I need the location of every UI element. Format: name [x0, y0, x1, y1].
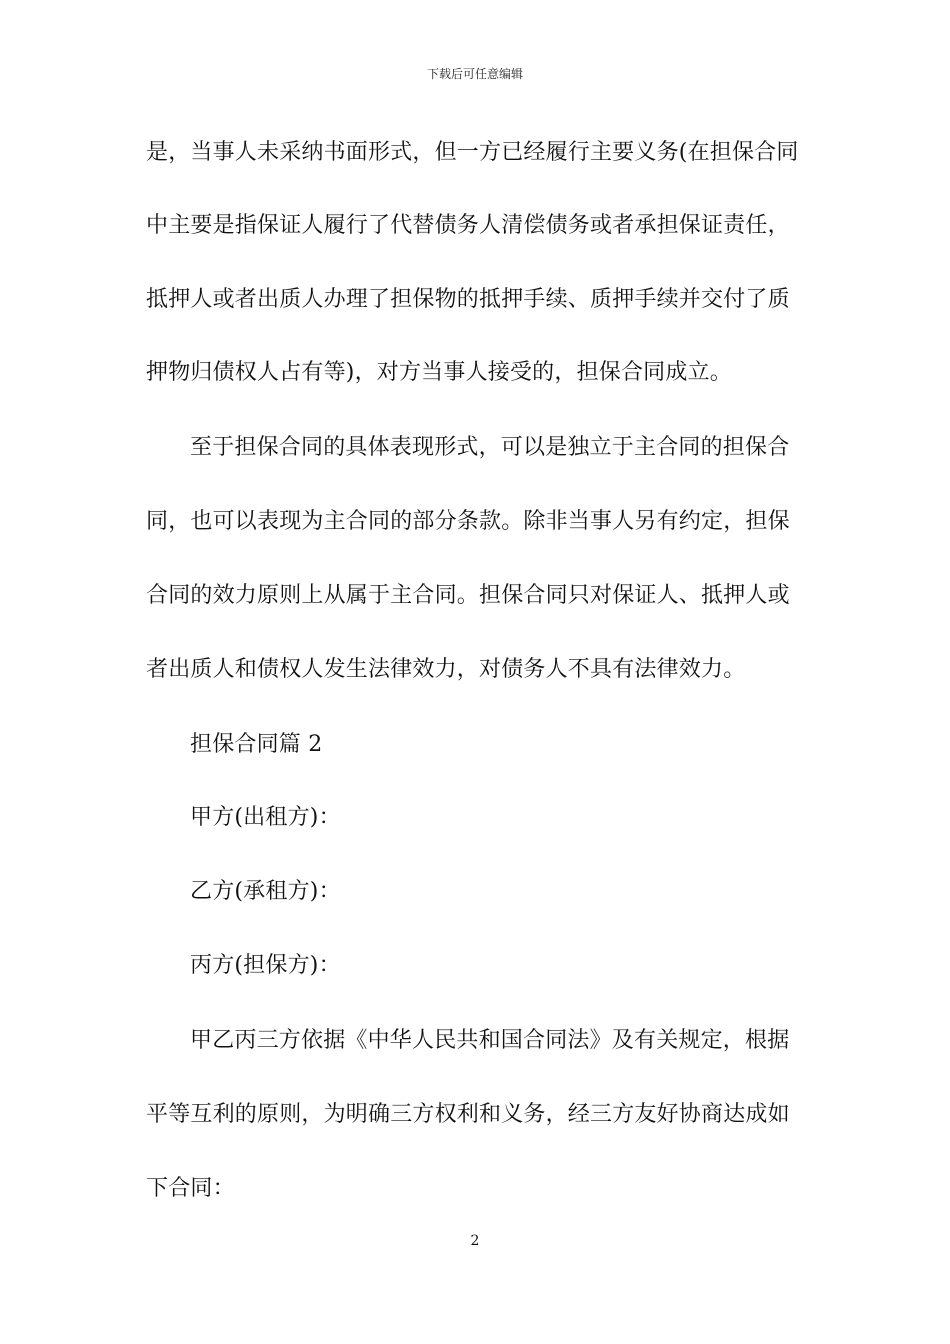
body-line-3: 抵押人或者出质人办理了担保物的抵押手续、质押手续并交付了质: [146, 287, 790, 312]
page-number: 2: [470, 1233, 480, 1249]
body-line-6: 同，也可以表现为主合同的部分条款。除非当事人另有约定，担保: [146, 509, 790, 534]
body-line-4: 押物归债权人占有等)，对方当事人接受的，担保合同成立。: [146, 360, 732, 385]
body-line-7: 合同的效力原则上从属于主合同。担保合同只对保证人、抵押人或: [146, 583, 790, 608]
body-line-15: 下合同：: [146, 1176, 235, 1201]
body-line-8: 者出质人和债权人发生法律效力，对债务人不具有法律效力。: [146, 657, 746, 682]
body-line-5: 至于担保合同的具体表现形式，可以是独立于主合同的担保合: [190, 435, 790, 460]
body-line-2: 中主要是指保证人履行了代替债务人清偿债务或者承担保证责任，: [146, 213, 790, 238]
body-line-1: 是，当事人未采纳书面形式，但一方已经履行主要义务(在担保合同: [146, 140, 799, 165]
party-b-line: 乙方(承租方)：: [190, 879, 341, 904]
party-c-line: 丙方(担保方)：: [190, 953, 341, 978]
body-line-14: 平等互利的原则，为明确三方权利和义务，经三方友好协商达成如: [146, 1102, 790, 1127]
section-heading: 担保合同篇 2: [190, 732, 323, 757]
party-a-line: 甲方(出租方)：: [190, 805, 341, 830]
body-line-13: 甲乙丙三方依据《中华人民共和国合同法》及有关规定，根据: [190, 1028, 790, 1053]
page-header: 下载后可任意编辑: [426, 67, 523, 81]
